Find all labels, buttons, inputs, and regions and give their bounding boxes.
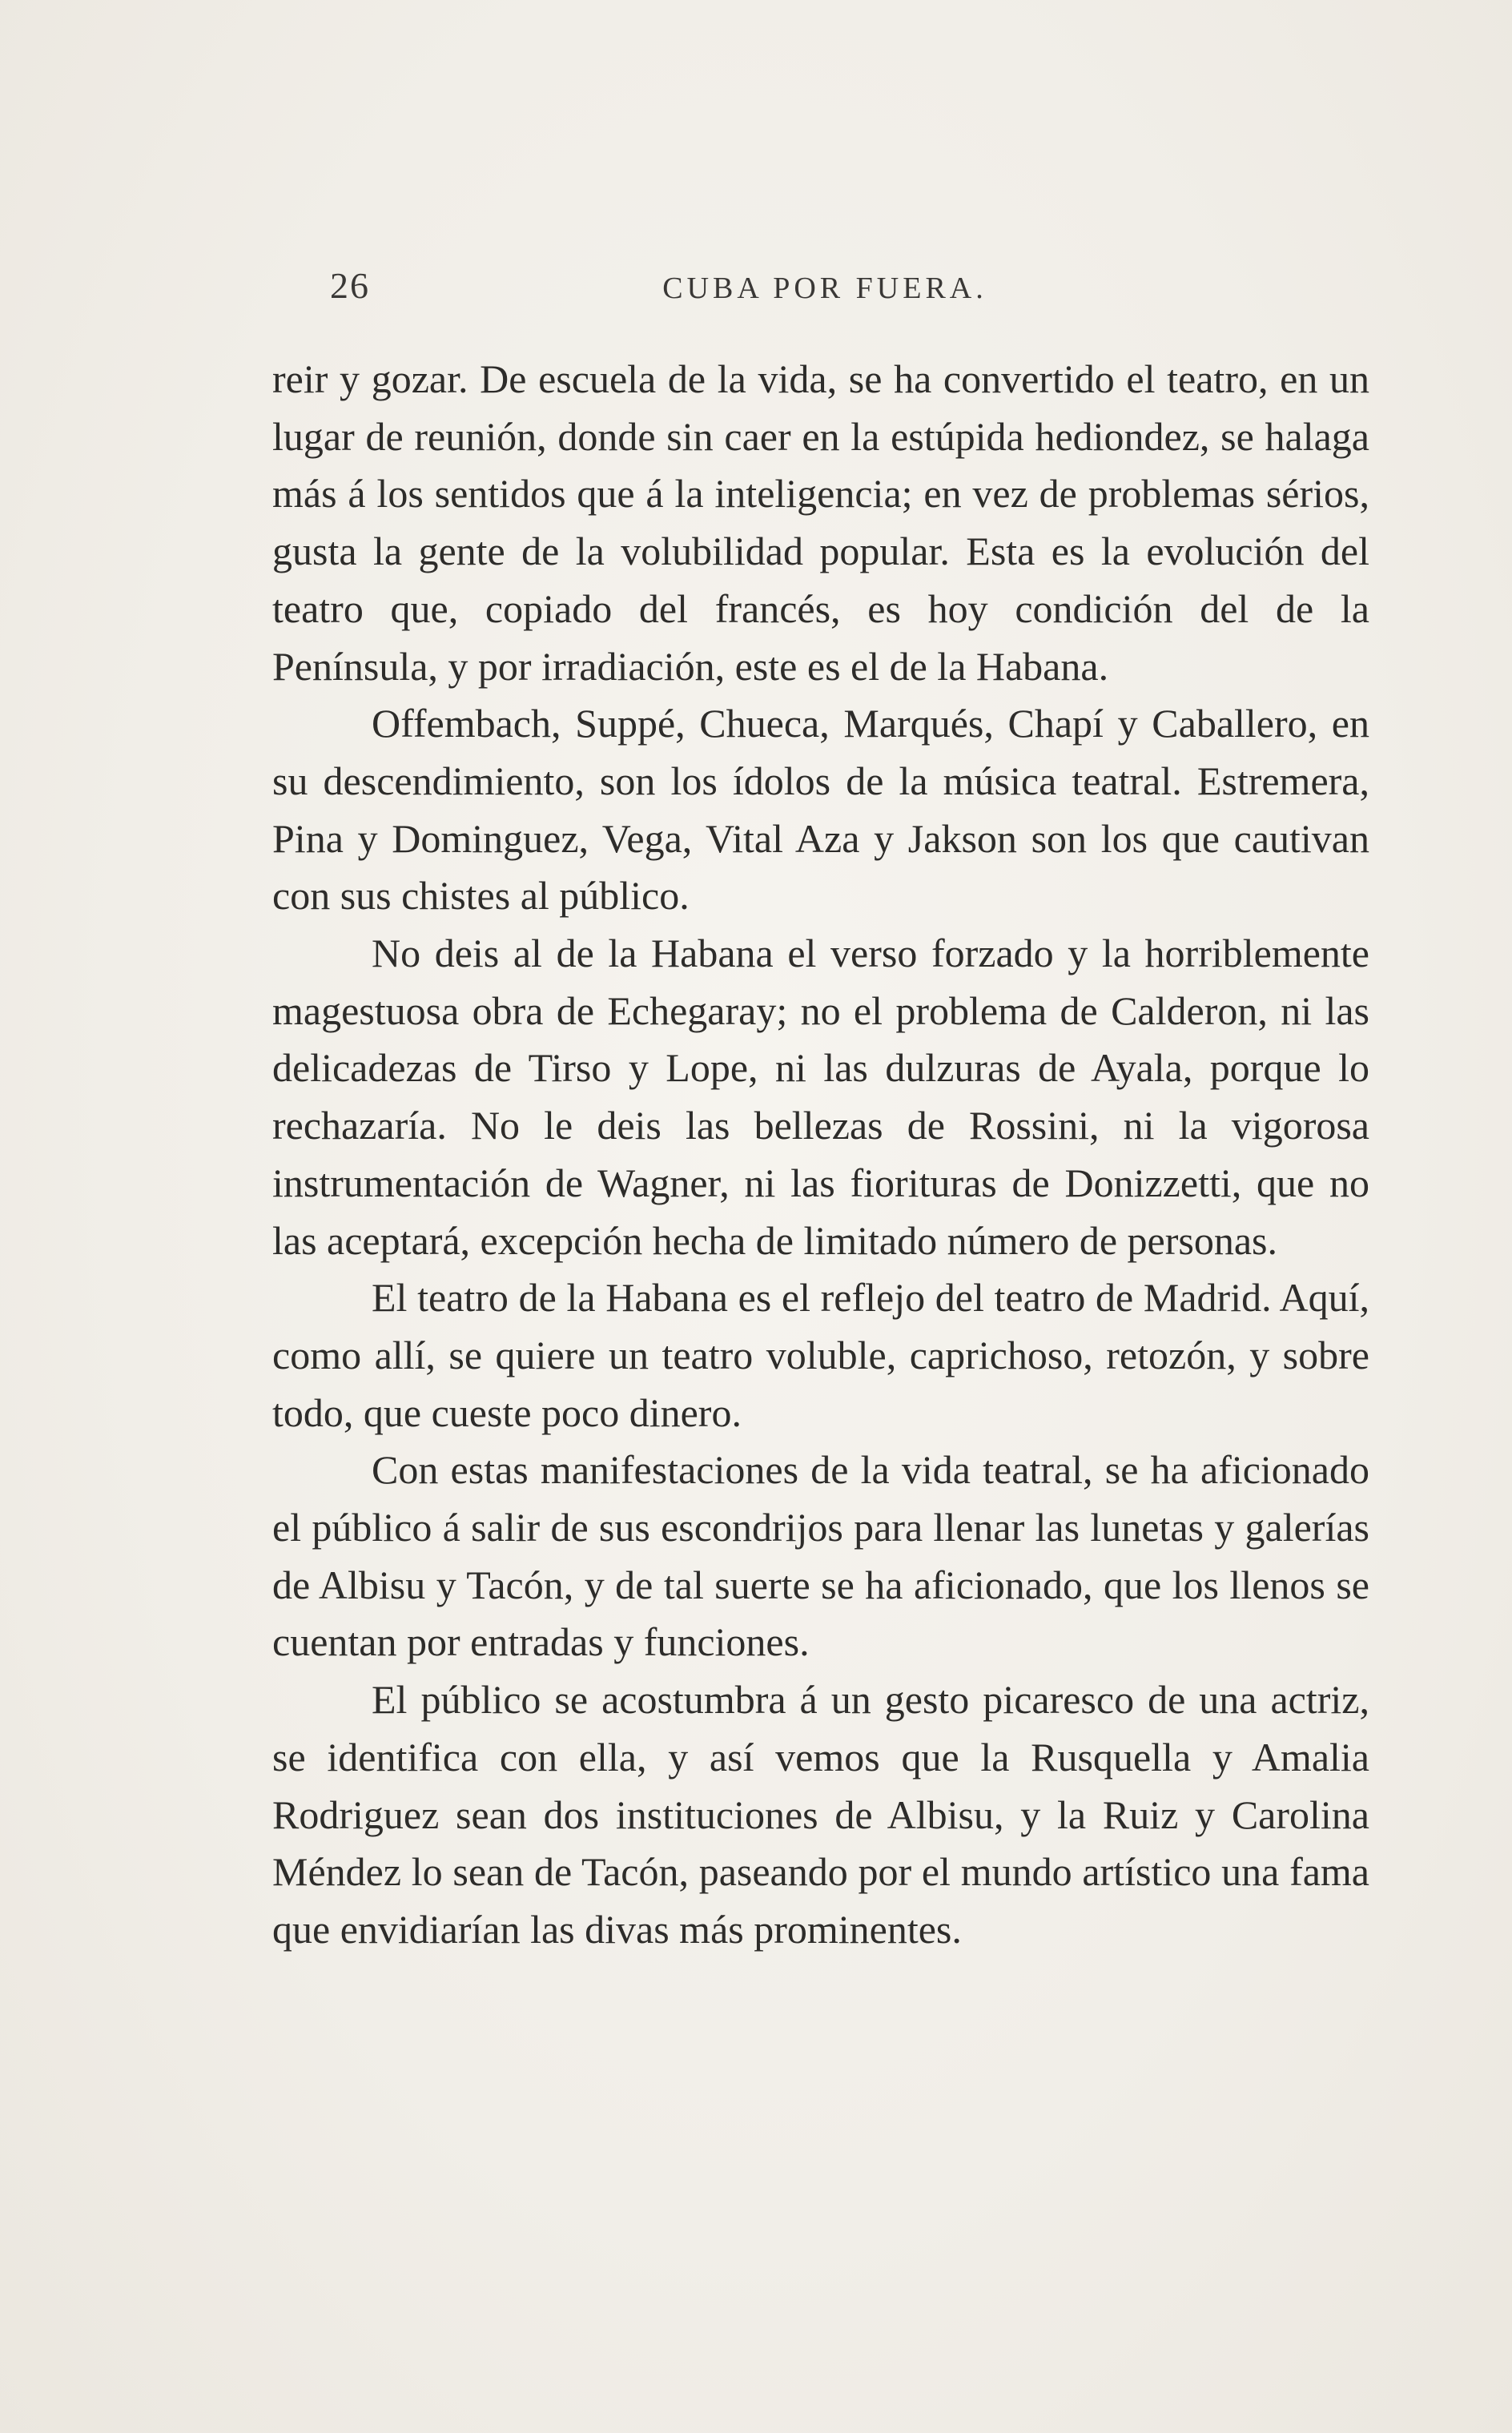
paragraph-1: reir y gozar. De escuela de la vida, se ha convertido el teatro, en un lugar de reunión, donde sin caer en la estúpida hediondez, se halaga más á los sentidos que á la inteligencia; en vez de problemas sérios, gusta la gente de la volubilidad popular. Esta es la evolución del teatro que, copiado del francés, es hoy condición del de la Península, y por irradiación, este es el de la Habana. <box>272 356 1369 689</box>
body-text <box>272 351 1369 1959</box>
running-title: CUBA POR FUERA. <box>662 271 987 305</box>
paragraph-2: Offembach, Suppé, Chueca, Marqués, Chapí y Caballero, en su descendimiento, son los ídolos de la música teatral. Estremera, Pina y Dominguez, Vega, Vital Aza y Jakson son los que cautivan con sus chistes al público. <box>272 701 1369 919</box>
page-header <box>272 264 1377 328</box>
paragraph-6: El público se acostumbra á un gesto picaresco de una actriz, se identifica con ella, y así vemos que la Rusquella y Amalia Rodriguez sean dos instituciones de Albisu, y la Ruiz y Carolina Méndez lo sean de Tacón, paseando por el mundo artístico una fama que envidiarían las divas más prominentes. <box>272 1677 1369 1952</box>
paragraph-4: El teatro de la Habana es el reflejo del teatro de Madrid. Aquí, como allí, se quiere un teatro voluble, caprichoso, retozón, y sobre todo, que cueste poco dinero. <box>272 1275 1369 1435</box>
paragraph-3: No deis al de la Habana el verso forzado y la horriblemente magestuosa obra de Echegaray; no el problema de Calderon, ni las delicadezas de Tirso y Lope, ni las dulzuras de Ayala, porque lo rechazaría. No le deis las bellezas de Rossini, ni la vigorosa instrumentación de Wagner, ni las fiorituras de Donizzetti, que no las aceptará, excepción hecha de limitado número de personas. <box>272 931 1369 1263</box>
paragraph-5: Con estas manifestaciones de la vida teatral, se ha aficionado el público á salir de sus escondrijos para llenar las lunetas y galerías de Albisu y Tacón, y de tal suerte se ha aficionado, que los llenos se cuentan por entradas y funciones. <box>272 1447 1369 1665</box>
page-number: 26 <box>330 265 370 306</box>
